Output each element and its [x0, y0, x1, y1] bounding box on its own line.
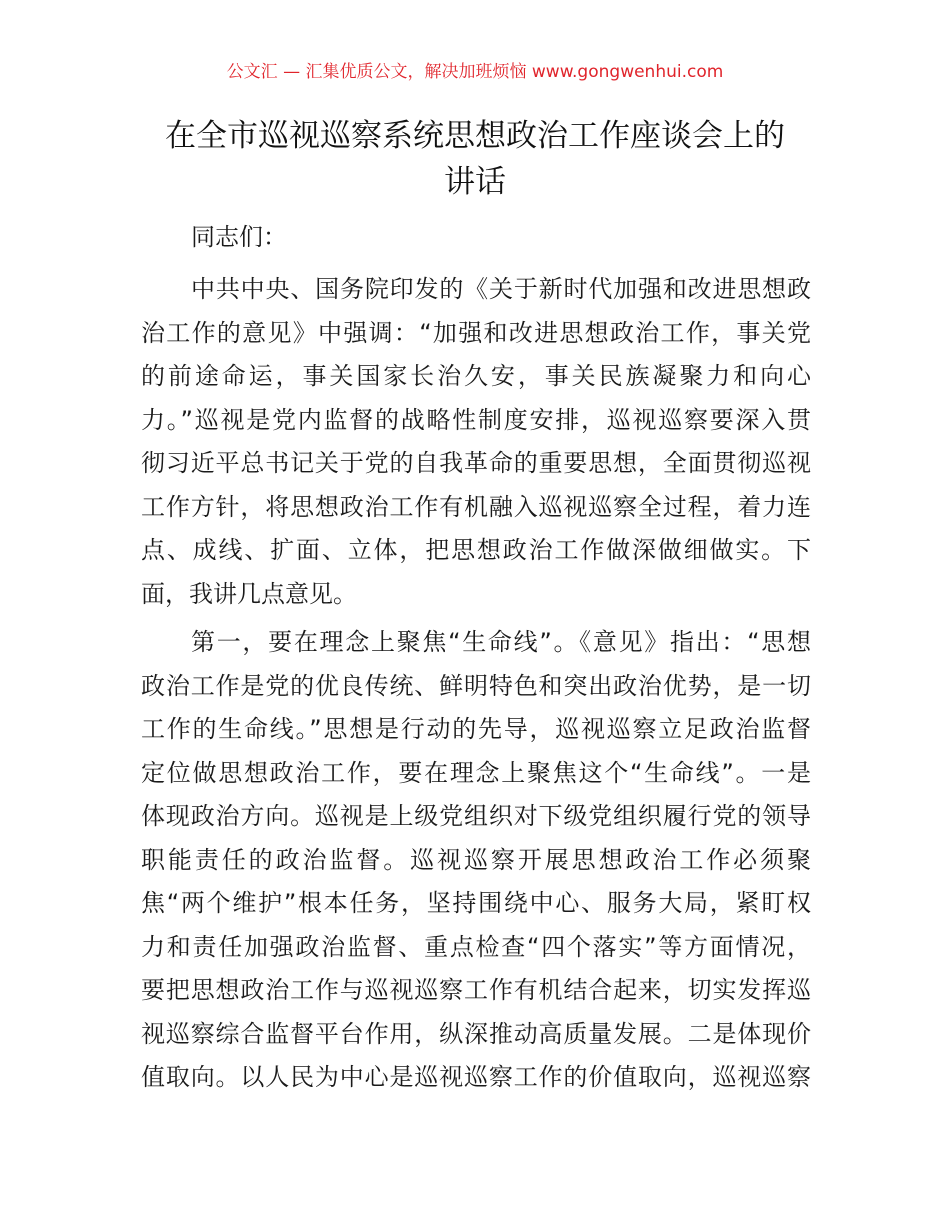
document-title: [130, 113, 820, 205]
text-line: 工作的生命线。”思想是行动的先导，巡视巡察立足政治监督: [141, 715, 811, 743]
paragraph-2: [141, 621, 811, 1100]
text-line: 治工作的意见》中强调：“加强和改进思想政治工作，事关党: [141, 318, 811, 347]
text-line: 力和责任加强政治监督、重点检查“四个落实”等方面情况，: [141, 932, 811, 961]
text-line: 定位做思想政治工作，要在理念上聚焦这个“生命线”。一是: [141, 758, 811, 787]
text-line: 值取向。以人民为中心是巡视巡察工作的价值取向，巡视巡察: [141, 1063, 811, 1091]
text-line: 力。”巡视是党内监督的战略性制度安排，巡视巡察要深入贯: [141, 405, 811, 434]
text-line: 体现政治方向。巡视是上级党组织对下级党组织履行党的领导: [141, 802, 811, 830]
text-line: 焦“两个维护”根本任务，坚持围绕中心、服务大局，紧盯权: [141, 889, 811, 917]
text-line: 的前途命运，事关国家长治久安，事关民族凝聚力和向心: [141, 362, 811, 390]
title-line: 讲话: [444, 164, 506, 200]
watermark-banner: 公文汇 — 汇集优质公文，解决加班烦恼 www.gongwenhui.com: [226, 62, 724, 82]
text-line: 要把思想政治工作与巡视巡察工作有机结合起来，切实发挥巡: [141, 976, 811, 1004]
text-line: 政治工作是党的优良传统、鲜明特色和突出政治优势，是一切: [141, 671, 811, 700]
paragraph-1: [141, 268, 811, 616]
text-line: 工作方针，将思想政治工作有机融入巡视巡察全过程，着力连: [141, 492, 811, 521]
text-line: 第一，要在理念上聚焦“生命线”。《意见》指出：“思想: [191, 628, 811, 656]
text-line: 视巡察综合监督平台作用，纵深推动高质量发展。二是体现价: [141, 1019, 811, 1048]
text-line: 点、成线、扩面、立体，把思想政治工作做深做细做实。下: [141, 536, 811, 564]
text-line: 面，我讲几点意见。: [141, 579, 357, 608]
title-line: 在全市巡视巡察系统思想政治工作座谈会上的: [165, 118, 785, 154]
text-line: 中共中央、国务院印发的《关于新时代加强和改进思想政: [191, 275, 811, 303]
text-line: 职能责任的政治监督。巡视巡察开展思想政治工作必须聚: [141, 845, 811, 874]
salutation: [141, 216, 811, 260]
salutation-text: 同志们：: [191, 223, 287, 251]
text-line: 彻习近平总书记关于党的自我革命的重要思想，全面贯彻巡视: [141, 449, 811, 477]
